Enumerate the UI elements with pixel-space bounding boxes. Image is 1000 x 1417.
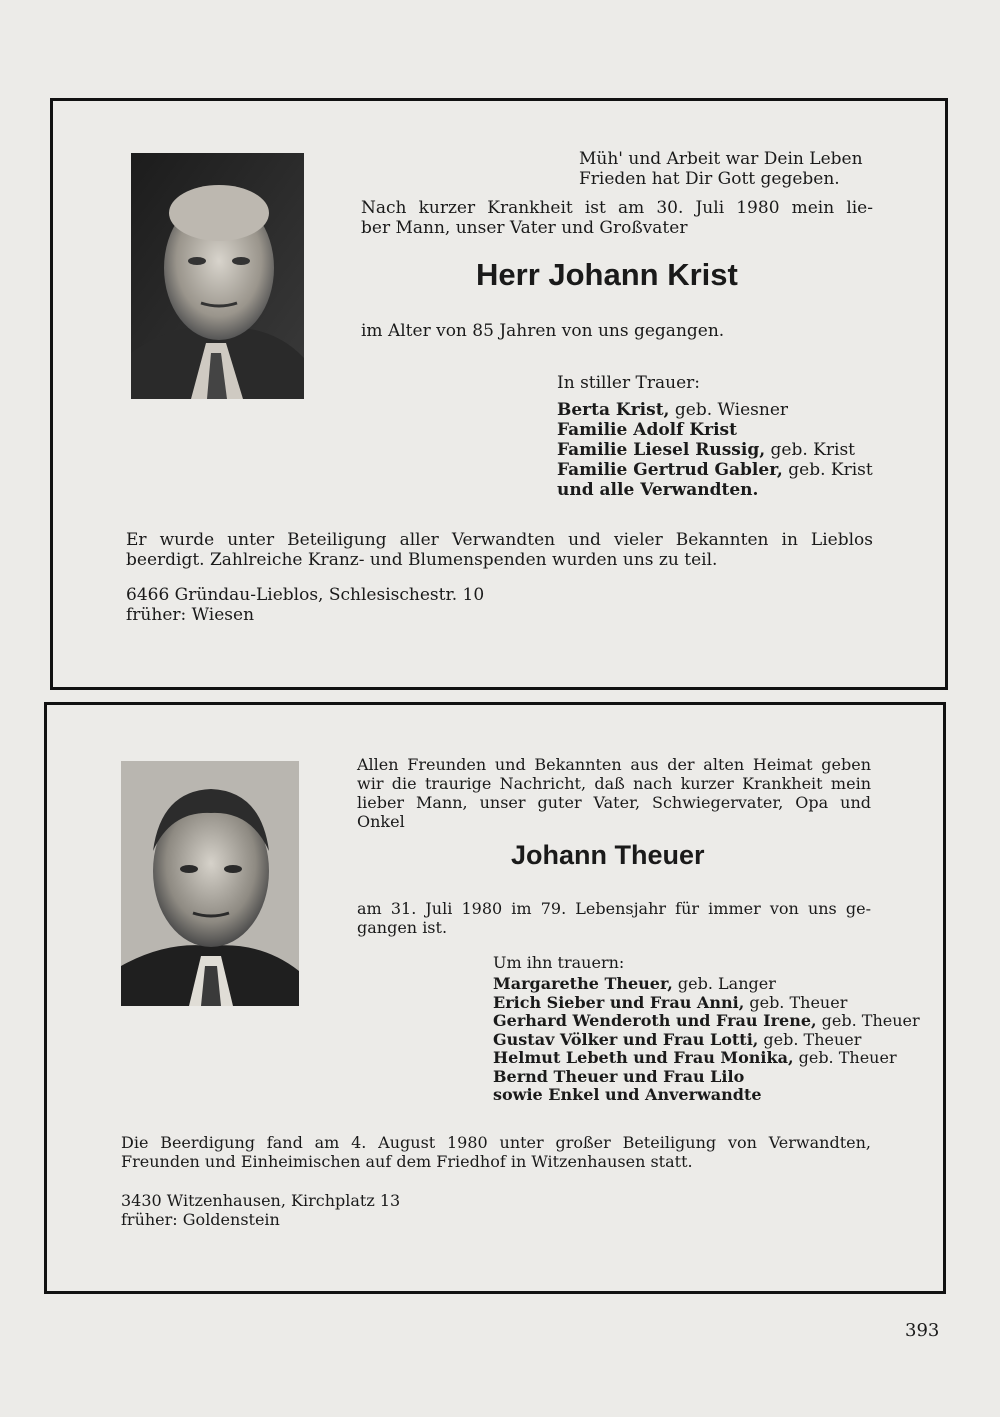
mourner-maiden-name: geb. Krist [765,440,855,460]
mourner-line [493,1031,920,1050]
address [121,1191,400,1229]
address-line: früher: Goldenstein [121,1210,280,1229]
mourners-list [557,400,873,500]
intro-line: Onkel [357,812,405,831]
intro-text [357,755,871,831]
intro-line: lieber Mann, unser guter Vater, Schwiegervater, Opa und [357,793,871,812]
mourner-line [557,460,873,480]
mourner-maiden-name: geb. Theuer [816,1011,920,1030]
deceased-name: Herr Johann Krist [476,257,738,292]
mourner-maiden-name: geb. Theuer [758,1029,862,1049]
mourner-name: Familie Liesel Russig, [557,440,766,460]
address [126,585,484,625]
address-line: früher: Wiesen [126,605,255,625]
funeral-line: Er wurde unter Beteiligung aller Verwandten und vieler Bekannten in Lieblos [126,530,873,550]
mourner-maiden-name: geb. Theuer [744,992,848,1012]
mourning-heading: Um ihn trauern: [493,953,625,972]
mourners-list [493,975,920,1105]
funeral-line: beerdigt. Zahlreiche Kranz- und Blumenspenden wurden uns zu teil. [126,550,718,570]
mourner-name: Erich Sieber und Frau Anni, [493,992,745,1012]
mourner-name: Margarethe Theuer, [493,974,673,993]
funeral-text [126,530,873,570]
mourner-name: Familie Gertrud Gabler, [557,460,783,480]
mourner-maiden-name: geb. Wiesner [669,400,789,420]
mourner-name: Bernd Theuer und Frau Lilo [493,1066,745,1086]
verse-line: Frieden hat Dir Gott gegeben. [579,169,840,189]
mourner-line [557,480,873,500]
intro-text [361,198,873,238]
mourner-line [493,975,920,994]
mourner-name: Berta Krist, [557,400,670,420]
date-line: am 31. Juli 1980 im 79. Lebensjahr für immer von uns ge- [357,899,871,918]
address-line: 6466 Gründau-Lieblos, Schlesischestr. 10 [126,585,485,605]
mourning-heading: In stiller Trauer: [557,373,700,393]
mourner-line [493,1086,920,1105]
mourner-line [493,994,920,1013]
intro-line: Allen Freunden und Bekannten aus der alten Heimat geben [357,755,871,774]
portrait-photo-johann-theuer [121,761,299,1006]
mourner-line [557,400,873,420]
obituary-johann-krist [50,98,948,690]
mourner-name: und alle Verwandten. [557,480,759,500]
mourner-name: Helmut Lebeth und Frau Monika, [493,1048,794,1067]
mourner-line [493,1012,920,1031]
obituary-johann-theuer [44,702,946,1294]
mourner-maiden-name: geb. Krist [782,460,873,480]
portrait-photo-johann-krist [131,153,304,399]
mourner-maiden-name: geb. Theuer [793,1048,897,1067]
verse-line: Müh' und Arbeit war Dein Leben [579,149,863,169]
mourner-name: Gerhard Wenderoth und Frau Irene, [493,1011,817,1030]
mourner-name: Gustav Völker und Frau Lotti, [493,1029,759,1049]
date-text [357,899,871,937]
mourner-name: sowie Enkel und Anverwandte [493,1085,762,1104]
intro-line: wir die traurige Nachricht, daß nach kurzer Krankheit mein [357,774,871,793]
mourner-maiden-name: geb. Langer [672,974,776,993]
mourner-line [493,1049,920,1068]
intro-line: Nach kurzer Krankheit ist am 30. Juli 1980 mein lie- [361,198,873,218]
funeral-line: Die Beerdigung fand am 4. August 1980 unter großer Beteiligung von Verwandten, [121,1133,871,1152]
mourner-name: Familie Adolf Krist [557,420,737,440]
address-line: 3430 Witzenhausen, Kirchplatz 13 [121,1191,401,1210]
age-line: im Alter von 85 Jahren von uns gegangen. [361,321,725,341]
intro-line: ber Mann, unser Vater und Großvater [361,218,688,238]
funeral-text [121,1133,871,1171]
deceased-name: Johann Theuer [511,840,705,870]
page-number: 393 [905,1320,940,1341]
funeral-line: Freunden und Einheimischen auf dem Friedhof in Witzenhausen statt. [121,1152,693,1171]
mourner-line [493,1068,920,1087]
date-line: gangen ist. [357,918,448,937]
verse [579,149,863,189]
mourner-line [557,440,873,460]
mourner-line [557,420,873,440]
